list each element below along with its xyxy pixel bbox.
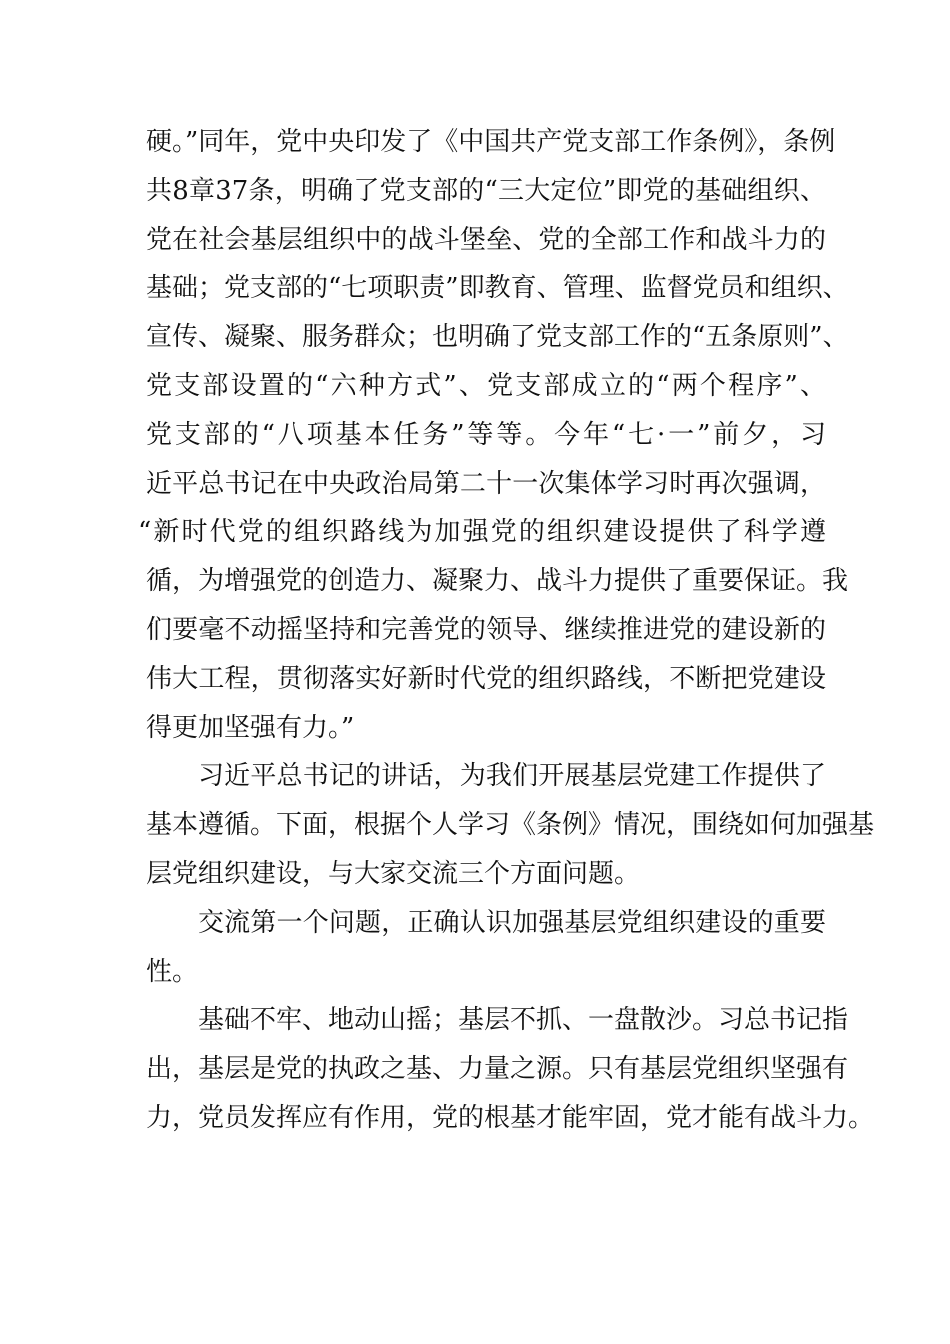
text-line: 硬。”同年，党中央印发了《中国共产党支部工作条例》，条例: [146, 127, 836, 157]
text-line: 性。: [146, 956, 199, 987]
text-line: 们要毫不动摇坚持和完善党的领导、继续推进党的建设新的: [146, 614, 826, 645]
text-line: 近平总书记在中央政治局第二十一次集体学习时再次强调，: [146, 468, 826, 499]
text-line: 出，基层是党的执政之基、力量之源。只有基层党组织坚强有: [146, 1054, 849, 1085]
paragraph-first-line: 交流第一个问题，正确认识加强基层党组织建设的重要: [198, 907, 826, 938]
text-line: 共8章37条，明确了党支部的“三大定位”即党的基础组织、: [146, 175, 826, 206]
text-line: 力，党员发挥应有作用，党的根基才能牢固，党才能有战斗力。: [146, 1102, 875, 1133]
text-line: 宣传、凝聚、服务群众；也明确了党支部工作的“五条原则”、: [146, 322, 849, 353]
paragraph-first-line: 基础不牢、地动山摇；基层不抓、一盘散沙。习总书记指: [198, 1005, 849, 1036]
text-line: 基础；党支部的“七项职责”即教育、管理、监督党员和组织、: [146, 273, 849, 304]
text-line: 党在社会基层组织中的战斗堡垒、党的全部工作和战斗力的: [146, 224, 826, 255]
text-line: 党支部设置的“六种方式”、党支部成立的“两个程序”、: [146, 370, 826, 401]
text-line: 党支部的“八项基本任务”等等。今年“七·一”前夕，习: [146, 419, 826, 450]
text-line: “新时代党的组织路线为加强党的组织建设提供了科学遵: [138, 517, 826, 548]
text-line: 层党组织建设，与大家交流三个方面问题。: [146, 858, 641, 889]
text-line: 伟大工程，贯彻落实好新时代党的组织路线，不断把党建设: [146, 663, 826, 694]
paragraph-first-line: 习近平总书记的讲话，为我们开展基层党建工作提供了: [198, 761, 826, 792]
text-line: 基本遵循。下面，根据个人学习《条例》情况，围绕如何加强基: [146, 810, 875, 841]
document-body: [138, 118, 875, 1143]
text-line: 循，为增强党的创造力、凝聚力、战斗力提供了重要保证。我: [146, 566, 849, 597]
text-line: 得更加坚强有力。”: [146, 712, 355, 743]
